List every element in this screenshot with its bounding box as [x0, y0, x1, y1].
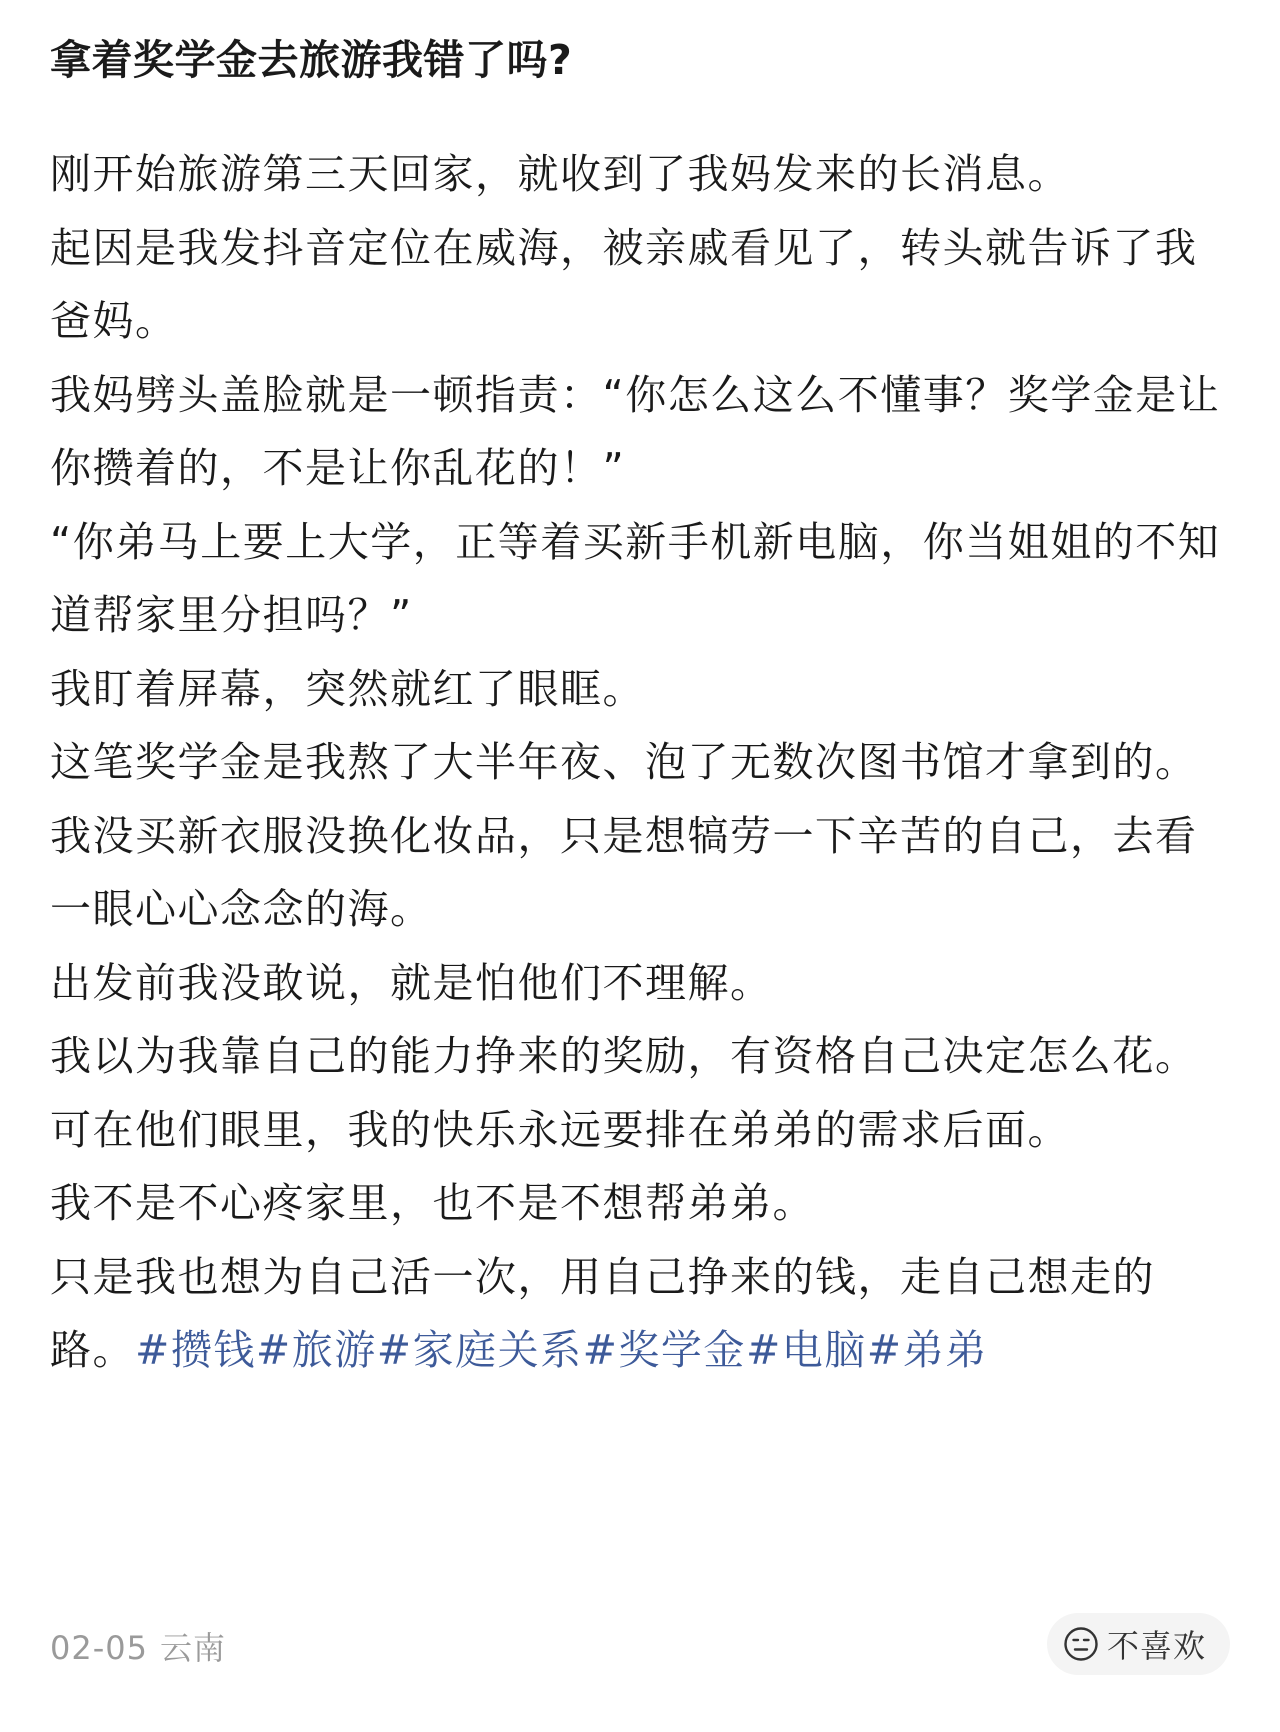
paragraph: 我以为我靠自己的能力挣来的奖励，有资格自己决定怎么花。: [50, 1032, 1198, 1080]
paragraph: 刚开始旅游第三天回家，就收到了我妈发来的长消息。: [50, 150, 1070, 198]
post: [50, 30, 1230, 1388]
post-footer: [50, 1613, 1230, 1673]
hashtag-link[interactable]: #旅游: [255, 1326, 377, 1374]
hashtag-link[interactable]: #攒钱: [135, 1326, 256, 1374]
neutral-face-icon: [1063, 1626, 1099, 1662]
paragraph: 起因是我发抖音定位在威海，被亲戚看见了，转头就告诉了我爸妈。: [50, 223, 1198, 345]
hashtag-link[interactable]: #电脑: [745, 1326, 867, 1374]
post-location: 云南: [159, 1629, 226, 1667]
paragraph: “你弟马上要上大学，正等着买新手机新电脑，你当姐姐的不知道帮家里分担吗？”: [50, 517, 1221, 639]
post-title: 拿着奖学金去旅游我错了吗?: [50, 36, 573, 84]
post-meta: [50, 1623, 226, 1669]
last-paragraph: [50, 1241, 1230, 1388]
post-body: [50, 138, 1230, 1388]
paragraph: 我不是不心疼家里，也不是不想帮弟弟。: [50, 1179, 815, 1227]
dislike-label: 不喜欢: [1106, 1627, 1206, 1665]
paragraph: 我盯着屏幕，突然就红了眼眶。: [50, 664, 645, 713]
post-date: 02-05: [50, 1629, 148, 1667]
dislike-button[interactable]: [1047, 1613, 1230, 1675]
paragraph-text: 只是我也想为自己活一次，用自己挣来的钱，走自己想走的路。: [50, 1252, 1155, 1374]
paragraph: 我妈劈头盖脸就是一顿指责：“你怎么这么不懂事？奖学金是让你攒着的，不是让你乱花的！”: [50, 370, 1221, 492]
paragraph: 这笔奖学金是我熬了大半年夜、泡了无数次图书馆才拿到的。: [50, 738, 1198, 786]
hashtag-link[interactable]: #弟弟: [866, 1326, 988, 1374]
hashtag-link[interactable]: #家庭关系: [376, 1326, 583, 1374]
paragraph: 我没买新衣服没换化妆品，只是想犒劳一下辛苦的自己，去看一眼心心念念的海。: [50, 811, 1198, 933]
hashtag-link[interactable]: #奖学金: [582, 1326, 746, 1374]
paragraph: 可在他们眼里，我的快乐永远要排在弟弟的需求后面。: [50, 1105, 1070, 1154]
paragraph: 出发前我没敢说，就是怕他们不理解。: [50, 958, 773, 1007]
